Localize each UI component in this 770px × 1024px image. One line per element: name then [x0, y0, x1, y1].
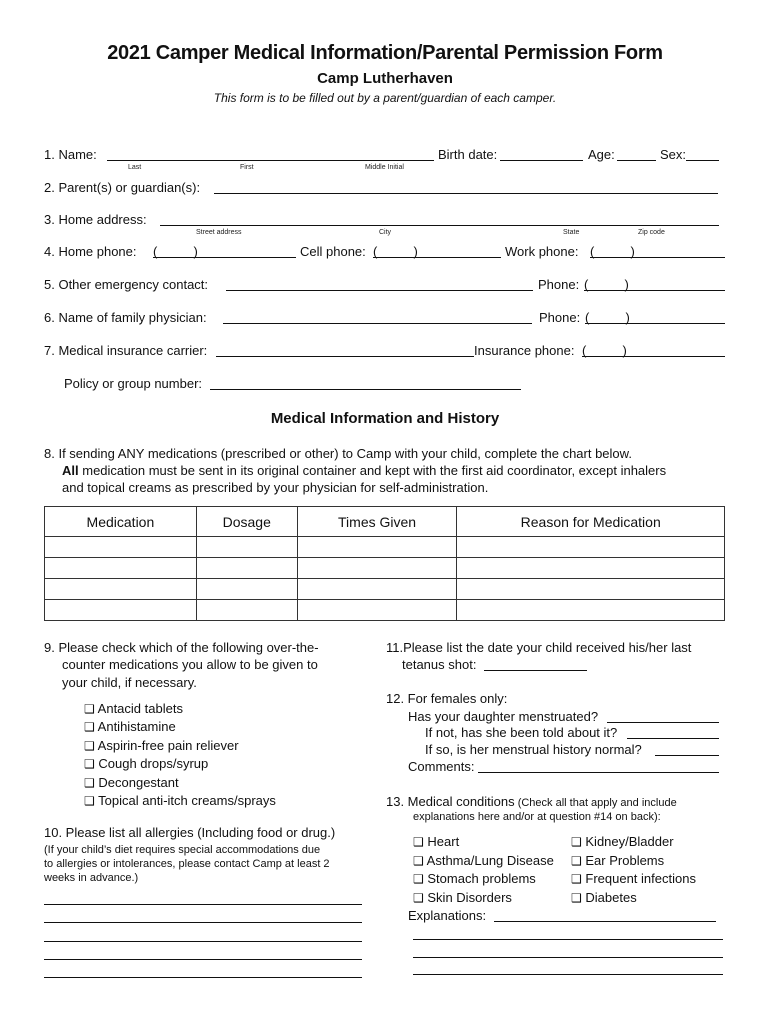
checkbox-icon[interactable]: ❑: [413, 891, 424, 905]
otc-option-label: Cough drops/syrup: [98, 756, 209, 771]
table-cell[interactable]: [457, 600, 725, 621]
col-dosage: Dosage: [196, 507, 297, 537]
camp-name: Camp Lutherhaven: [317, 70, 453, 87]
table-row: [45, 537, 725, 558]
address-sub-street: Street address: [196, 229, 242, 236]
condition-option[interactable]: [413, 834, 459, 849]
insurance-phone-label: Insurance phone:: [474, 343, 575, 358]
form-instructions: This form is to be filled out by a parent/guardian of each camper.: [213, 91, 557, 105]
table-cell[interactable]: [45, 537, 197, 558]
home-phone-field[interactable]: [153, 257, 296, 258]
address-sub-zip: Zip code: [638, 229, 665, 236]
q9-line1: 9. Please check which of the following over-the-: [44, 640, 319, 655]
q7-label: 7. Medical insurance carrier:: [44, 343, 208, 358]
q11-line1: 11.Please list the date your child received his/her last: [386, 640, 692, 655]
q13-line1-note: (Check all that apply and include: [514, 797, 677, 809]
otc-option-label: Aspirin-free pain reliever: [97, 738, 239, 753]
allergies-line[interactable]: [44, 941, 362, 942]
checkbox-icon[interactable]: ❑: [571, 835, 582, 849]
tetanus-date-field[interactable]: [484, 670, 587, 671]
table-cell[interactable]: [45, 600, 197, 621]
q6-label: 6. Name of family physician:: [44, 310, 207, 325]
home-phone-paren: ( ): [153, 244, 198, 259]
q8-line2: [62, 463, 666, 478]
insurance-phone-paren: ( ): [582, 343, 627, 358]
physician-field[interactable]: [223, 323, 532, 324]
table-cell[interactable]: [457, 558, 725, 579]
condition-option[interactable]: [571, 853, 664, 868]
birth-date-field[interactable]: [500, 160, 583, 161]
age-label: Age:: [588, 147, 615, 162]
q11-line2: tetanus shot:: [402, 657, 477, 672]
sex-label: Sex:: [660, 147, 687, 162]
q2-label: 2. Parent(s) or guardian(s):: [44, 180, 201, 195]
table-cell[interactable]: [457, 579, 725, 600]
otc-option-label: Antihistamine: [97, 719, 176, 734]
medication-table: [44, 506, 725, 621]
q3-label: 3. Home address:: [44, 212, 147, 227]
condition-label: Frequent infections: [585, 871, 696, 886]
allergies-line[interactable]: [44, 959, 362, 960]
checkbox-icon[interactable]: ❑: [413, 835, 424, 849]
cell-phone-paren: ( ): [373, 244, 418, 259]
table-cell[interactable]: [45, 579, 197, 600]
condition-label: Heart: [427, 834, 460, 849]
checkbox-icon[interactable]: ❑: [84, 757, 95, 771]
condition-label: Kidney/Bladder: [585, 834, 674, 849]
explanations-label: Explanations:: [408, 908, 487, 923]
condition-label: Diabetes: [585, 890, 637, 905]
table-cell[interactable]: [196, 537, 297, 558]
otc-option-label: Antacid tablets: [97, 701, 183, 716]
q13-line2: explanations here and/or at question #14 on back):: [413, 811, 661, 823]
guardian-field[interactable]: [214, 193, 718, 194]
work-phone-paren: ( ): [590, 244, 635, 259]
comments-field[interactable]: [478, 772, 719, 773]
col-times-given: Times Given: [297, 507, 457, 537]
work-phone-field[interactable]: [590, 257, 725, 258]
col-reason: Reason for Medication: [457, 507, 725, 537]
checkbox-icon[interactable]: ❑: [571, 872, 582, 886]
table-cell[interactable]: [45, 558, 197, 579]
condition-label: Asthma/Lung Disease: [426, 853, 554, 868]
q4-home-phone-label: 4. Home phone:: [44, 244, 137, 259]
allergies-line[interactable]: [44, 977, 362, 978]
table-cell[interactable]: [297, 579, 457, 600]
checkbox-icon[interactable]: ❑: [84, 739, 95, 753]
q5-label: 5. Other emergency contact:: [44, 277, 209, 292]
condition-option[interactable]: [413, 890, 512, 905]
q10-line1: 10. Please list all allergies (Including food or drug.): [44, 825, 336, 840]
checkbox-icon[interactable]: ❑: [571, 891, 582, 905]
q10-line3: to allergies or intolerances, please contact Camp at least 2: [44, 858, 330, 870]
condition-option[interactable]: [413, 871, 536, 886]
q10-line2: (If your child’s diet requires special accommodations due: [44, 844, 321, 856]
table-cell[interactable]: [457, 537, 725, 558]
cell-phone-label: Cell phone:: [300, 244, 366, 259]
checkbox-icon[interactable]: ❑: [84, 702, 95, 716]
table-cell[interactable]: [297, 600, 457, 621]
name-sub-last: Last: [128, 164, 142, 171]
table-header-row: [45, 507, 725, 537]
q9-line2: counter medications you allow to be given to: [62, 657, 318, 672]
checkbox-icon[interactable]: ❑: [413, 854, 424, 868]
q10-line4: weeks in advance.): [44, 872, 139, 884]
table-row: [45, 600, 725, 621]
explanations-line[interactable]: [413, 974, 723, 975]
medical-section-heading: Medical Information and History: [270, 410, 500, 427]
condition-label: Ear Problems: [585, 853, 665, 868]
condition-option[interactable]: [413, 853, 554, 868]
q8-all-emphasis: All: [62, 463, 79, 478]
name-field[interactable]: [107, 160, 434, 161]
otc-option-label: Decongestant: [98, 775, 179, 790]
q13-line1: [386, 794, 677, 809]
allergies-line[interactable]: [44, 922, 362, 923]
birth-date-label: Birth date:: [438, 147, 498, 162]
allergies-line[interactable]: [44, 904, 362, 905]
home-address-field[interactable]: [160, 225, 719, 226]
q12-line3: If not, has she been told about it?: [425, 725, 618, 740]
condition-option[interactable]: [571, 871, 696, 886]
insurance-carrier-field[interactable]: [216, 356, 474, 357]
otc-option[interactable]: [84, 701, 183, 716]
q5-phone-label: Phone:: [538, 277, 580, 292]
q8-line1: 8. If sending ANY medications (prescribed or other) to Camp with your child, complete the chart below.: [44, 446, 632, 461]
condition-label: Skin Disorders: [427, 890, 512, 905]
age-field[interactable]: [617, 160, 656, 161]
condition-option[interactable]: [571, 890, 637, 905]
explanations-line[interactable]: [413, 957, 723, 958]
table-cell[interactable]: [297, 537, 457, 558]
work-phone-label: Work phone:: [505, 244, 579, 259]
q12-line4: If so, is her menstrual history normal?: [425, 742, 642, 757]
checkbox-icon[interactable]: ❑: [413, 872, 424, 886]
table-cell[interactable]: [196, 600, 297, 621]
otc-option[interactable]: [84, 756, 208, 771]
checkbox-icon[interactable]: ❑: [84, 794, 95, 808]
insurance-phone-field[interactable]: [582, 356, 725, 357]
table-cell[interactable]: [196, 558, 297, 579]
form-title: 2021 Camper Medical Information/Parental Permission Form: [107, 42, 663, 64]
cell-phone-field[interactable]: [373, 257, 501, 258]
q6-phone-label: Phone:: [539, 310, 581, 325]
table-row: [45, 579, 725, 600]
q5-phone-paren: ( ): [584, 277, 629, 292]
address-sub-city: City: [379, 229, 392, 236]
q12-line5: Comments:: [408, 759, 475, 774]
name-sub-middle: Middle Initial: [365, 164, 404, 171]
otc-option[interactable]: [84, 738, 239, 753]
q6-phone-paren: ( ): [585, 310, 630, 325]
table-row: [45, 558, 725, 579]
sex-field[interactable]: [686, 160, 719, 161]
otc-option[interactable]: [84, 719, 176, 734]
q12-line1: 12. For females only:: [386, 691, 508, 706]
explanations-line[interactable]: [494, 921, 716, 922]
table-cell[interactable]: [297, 558, 457, 579]
q12-line2: Has your daughter menstruated?: [408, 709, 599, 724]
otc-option-label: Topical anti-itch creams/sprays: [98, 793, 276, 808]
policy-number-field[interactable]: [210, 389, 521, 390]
checkbox-icon[interactable]: ❑: [84, 776, 95, 790]
checkbox-icon[interactable]: ❑: [571, 854, 582, 868]
q9-line3: your child, if necessary.: [62, 675, 197, 690]
name-sub-first: First: [240, 164, 254, 171]
emergency-contact-field[interactable]: [226, 290, 533, 291]
explanations-line[interactable]: [413, 939, 723, 940]
q1-name-label: 1. Name:: [44, 147, 97, 162]
menstrual-history-field[interactable]: [655, 755, 719, 756]
address-sub-state: State: [563, 229, 580, 236]
told-about-field[interactable]: [627, 738, 719, 739]
physician-phone-field[interactable]: [585, 323, 725, 324]
otc-option[interactable]: [84, 793, 276, 808]
menstruated-field[interactable]: [607, 722, 719, 723]
col-medication: Medication: [45, 507, 197, 537]
table-cell[interactable]: [196, 579, 297, 600]
policy-label: Policy or group number:: [64, 376, 203, 391]
condition-option[interactable]: [571, 834, 674, 849]
q13-line1-text: 13. Medical conditions: [386, 794, 515, 809]
emergency-phone-field[interactable]: [584, 290, 725, 291]
otc-option[interactable]: [84, 775, 179, 790]
condition-label: Stomach problems: [427, 871, 536, 886]
q8-line2-text: medication must be sent in its original container and kept with the first aid coordinator, except inhalers: [78, 463, 667, 478]
checkbox-icon[interactable]: ❑: [84, 720, 95, 734]
q8-line3: and topical creams as prescribed by your physician for self-administration.: [62, 480, 489, 495]
